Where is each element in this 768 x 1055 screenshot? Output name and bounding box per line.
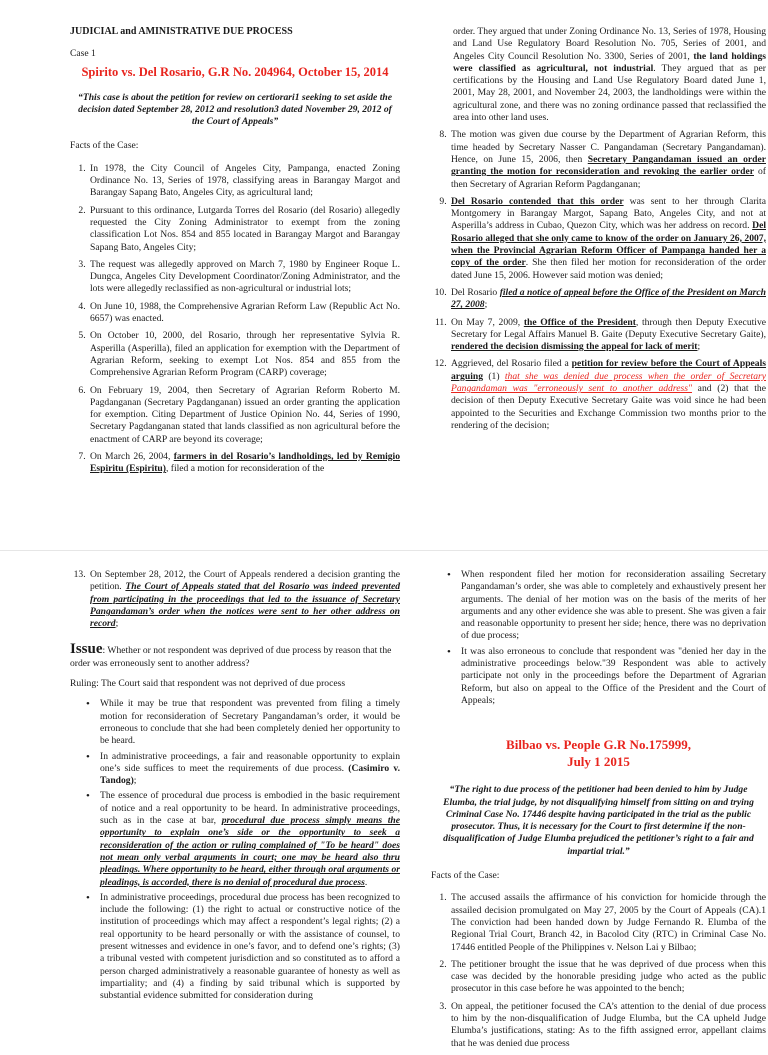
issue-paragraph bbox=[70, 643, 400, 670]
text-run: On September 28, 2012, the Court of Appeals rendered a decision granting the petition. bbox=[90, 569, 400, 593]
text-run: of then Secretary of Agrarian Reform Pagdanganan; bbox=[451, 166, 766, 190]
highlighted-text: that she was denied due process when the order of Secretary Pangandaman was "erroneously sent to another address" bbox=[451, 370, 766, 395]
page2-right-column bbox=[431, 569, 766, 1055]
fact-item: 2. The petitioner brought the issue that he was deprived of due process when this case was decided by the honorable presiding judge who acted as the public prosecutor in this case before he was appointed to the bench; bbox=[449, 959, 766, 996]
underlined-text: procedural due process simply means the opportunity to explain one’s side or the opportunity to seek a reconsideration of the action or ruling complained of "To be heard" does not mean only verbal arguments in court; one may be heard also thru pleadings. Where opportunity to be heard, either through oral arguments or pleadings, is accorded, there is no denial of procedural due process bbox=[100, 815, 401, 888]
fact-item bbox=[88, 451, 400, 476]
fact-item: 2. Pursuant to this ordinance, Lutgarda Torres del Rosario (del Rosario) allegedly requested the City Zoning Administrator to exempt from the zoning classification Lot Nos. 854 and 855 located in Barangay Margot and Barangay Sapang Bato, Angeles City; bbox=[88, 205, 400, 254]
ruling-bullet bbox=[100, 790, 400, 888]
underlined-text: filed a notice of appeal before the Office of the President on March 27, 2008 bbox=[451, 286, 766, 311]
text-run: ; bbox=[133, 775, 137, 787]
underlined-text: rendered the decision dismissing the appeal for lack of merit bbox=[451, 341, 698, 353]
fact-item bbox=[449, 317, 766, 354]
ruling-bullet: • It was also erroneous to conclude that respondent was "denied her day in the administrative proceedings below."39 Respondent was able to actively participate not only in the proceedings before the Department of Agrarian Reform, but also on appeal to the Office of the President and the Court of Appeals; bbox=[461, 646, 766, 707]
facts-heading: Facts of the Case: bbox=[70, 140, 139, 152]
ruling-bullet bbox=[100, 751, 400, 788]
facts-list-continued bbox=[431, 26, 766, 124]
bold-text: (Casimiro v. Tandog) bbox=[100, 762, 401, 787]
page1-left-column bbox=[70, 26, 400, 481]
case2-facts-list bbox=[431, 892, 766, 1050]
underlined-text: the Office of the President bbox=[523, 316, 636, 328]
text-run: . She then filed her motion for reconsideration of the order dated June 15, 2006. However said motion was denied; bbox=[451, 257, 766, 281]
text-run: (1) bbox=[483, 370, 505, 382]
ruling-text: Ruling: The Court said that respondent was not deprived of due process bbox=[70, 678, 346, 690]
page2-left-column bbox=[70, 569, 400, 1006]
case-label: Case 1 bbox=[70, 48, 96, 60]
fact-item: 3. On appeal, the petitioner focused the CA’s attention to the denial of due process to him by the non-disqualification of Judge Elumba, but the CA upheld Judge Elumba’s justifications, stating: As to the fifth assigned error, appellant claims that he was denied due process bbox=[449, 1001, 766, 1050]
case2-title-line1: Bilbao vs. People G.R No.175999, bbox=[506, 737, 691, 753]
fact-item: 1. The accused assails the affirmance of his conviction for homicide through the assailed decision promulgated on May 27, 2005 by the Court of Appeals (CA).1 The conviction had been handed down by Judge Fernando R. Elumba of the Regional Trial Court, Branch 42, in Bacolod City (RTC) in Criminal Case No. 17446 entitled People of the Philippines v. Nelson Lai y Bilbao; bbox=[449, 892, 766, 953]
facts-list bbox=[70, 163, 400, 476]
fact-item-continued bbox=[451, 26, 766, 124]
text-run: . They argued that as per certifications by the Housing and Land Use Regulatory Board dated June 1, 2001, May 28, 2001, and November 24, 2003, the landholdings were within the agricultural zone, and there was no zoning ordinance passed that reclassified the area into other land uses. bbox=[453, 62, 766, 124]
issue-text: : Whether or not respondent was deprived of due process by reason that the order was erroneously sent to another address? bbox=[70, 645, 392, 669]
fact-item bbox=[449, 196, 766, 282]
text-run: In administrative proceedings, a fair and reasonable opportunity to explain one’s side suffices to meet the requirements of due process. bbox=[100, 750, 400, 774]
text-run: was sent to her through Clarita Montgomery in Barangay Margot, Sapang Bato, Angeles City, and not at Asperilla’s address in Cubao, Quezon City, which was her address on record. bbox=[451, 195, 766, 232]
case2-facts-heading: Facts of the Case: bbox=[431, 870, 500, 882]
document-page-2 bbox=[0, 550, 768, 1049]
text-run: . bbox=[364, 876, 368, 888]
fact-item bbox=[449, 358, 766, 432]
underlined-text: petition for review before the Court of Appeals arguing bbox=[451, 358, 766, 382]
text-run: Aggrieved, del Rosario filed a bbox=[451, 358, 572, 370]
facts-list-page2 bbox=[70, 569, 400, 630]
case-quote: “This case is about the petition for review on certiorari1 seeking to set aside the decision dated September 28, 2012 and resolution3 dated November 29, 2012 of the Court of Appeals” bbox=[78, 91, 392, 128]
text-run: ; bbox=[697, 341, 701, 353]
case-title: Spirito vs. Del Rosario, G.R No. 204964, October 15, 2014 bbox=[81, 64, 389, 79]
text-run: , through then Deputy Executive Secretary for Legal Affairs Manuel B. Gaite (Deputy Executive Secretary Gaite), bbox=[451, 316, 766, 340]
text-run: The essence of procedural due process is embodied in the basic requirement of notice and a real opportunity to be heard. In administrative proceedings, such as in the case at bar, bbox=[100, 790, 400, 827]
text-run: On May 7, 2009, bbox=[451, 316, 524, 328]
ruling-bullet: • When respondent filed her motion for reconsideration assailing Secretary Pangandaman’s order, she was able to completely and exhaustively present her arguments. The denial of her motion was on the basis of the merits of her arguments and any other evidence she was able to present. She was given a fair and reasonable opportunity to present her side; hence, there was no deprivation of due process; bbox=[461, 569, 766, 643]
ruling-bullets bbox=[70, 698, 400, 1002]
issue-heading: Issue bbox=[70, 641, 103, 658]
case2-quote: “The right to due process of the petitioner had been denied to him by Judge Elumba, the trial judge, by not disqualifying himself from sitting on and trying Criminal Case No. 17446 despite having participated in the trial as the public prosecutor. Thus, it is necessary for the Court to first determine if the non-disqualification of Judge Elumba prejudiced the petitioner’s right to a fair and impartial trial.” bbox=[443, 784, 754, 857]
fact-item: 4. On June 10, 1988, the Comprehensive Agrarian Reform Law (Republic Act No. 6657) was enacted. bbox=[88, 301, 400, 326]
fact-item: 1. In 1978, the City Council of Angeles City, Pampanga, enacted Zoning Ordinance No. 13, Series of 1978, classifying areas in Barangay Margot and Barangay Sapang Bato, Angeles City, as agricultural land; bbox=[88, 163, 400, 200]
underlined-text: Del Rosario contended that this order bbox=[451, 195, 624, 207]
text-run: ; bbox=[115, 618, 119, 630]
fact-item: 5. On October 10, 2000, del Rosario, through her representative Sylvia R. Asperilla (Asperilla), filed an application for exemption with the Department of Agrarian Reform, seeking to exempt Lot Nos. 854 and 855 from the Comprehensive Agrarian Reform Program (CARP) coverage; bbox=[88, 330, 400, 379]
fact-item bbox=[449, 129, 766, 190]
text-run: order. They argued that under Zoning Ordinance No. 13, Series of 1978, Housing and Land Use Regulatory Board Resolution No. 705, Series of 2001, and Angeles City Council Resolution No. 3300, Series of 2001, bbox=[453, 26, 766, 62]
case2-title bbox=[431, 736, 766, 770]
text-run: The motion was given due course by the Department of Agrarian Reform, this time headed by Secretary Nasser C. Pangandaman (Secretary Pangandaman). Hence, on June 15, 2006, then bbox=[451, 129, 766, 165]
case2-title-line2: July 1 2015 bbox=[567, 754, 630, 770]
underlined-text: Del Rosario alleged that she only came to know of the order on January 26, 2007, when the Provincial Agrarian Reform Officer of Pampanga handed her a copy of the order bbox=[451, 220, 766, 269]
text-run: On March 26, 2004, bbox=[90, 451, 174, 463]
ruling-bullet: • In administrative proceedings, procedural due process has been recognized to include the following: (1) the right to actual or constructive notice of the institution of proceedings which may affect a respondent’s legal rights; (2) a real opportunity to be heard personally or with the assistance of counsel, to present witnesses and evidence in one’s favor, and to defend one’s rights; (3) a tribunal vested with competent jurisdiction and so constituted as to afford a person charged administratively a reasonable guarantee of honesty as well as impartiality; and (4) a finding by said tribunal which is supported by substantial evidence submitted for consideration during bbox=[100, 892, 400, 1003]
underlined-text: farmers in del Rosario’s landholdings, led by Remigio Espiritu (Espiritu) bbox=[90, 451, 401, 475]
text-run: ; bbox=[484, 299, 488, 311]
text-run: and (2) that the decision of then Deputy Executive Secretary Gaite was void since he had been appointed to the Securities and Exchange Commission two months prior to the rendering of the decision; bbox=[451, 383, 766, 431]
fact-item: 3. The request was allegedly approved on March 7, 1980 by Engineer Roque L. Dungca, Angeles City Development Coordinator/Zoning Administrator, and the lots were allegedly reclassified as non-agricultural or industrial lots; bbox=[88, 259, 400, 296]
page1-right-column bbox=[431, 26, 766, 437]
text-run: Del Rosario bbox=[451, 286, 500, 298]
ruling-bullets-continued bbox=[431, 569, 766, 707]
bold-text: the land holdings were classified as agricultural, not industrial bbox=[453, 50, 766, 74]
fact-item: 6. On February 19, 2004, then Secretary of Agrarian Reform Roberto M. Pagdanganan (Secretary Pagdanganan) issued an order granting the application for exemption. Citing Department of Justice Opinion No. 44, Series of 1990, Secretary Pagdanganan stated that lands classified as non agricultural before the enactment of CARP are beyond its coverage; bbox=[88, 385, 400, 446]
text-run: , filed a motion for reconsideration of the bbox=[165, 463, 325, 475]
fact-item bbox=[449, 287, 766, 312]
underlined-text: The Court of Appeals stated that del Rosario was indeed prevented from participating in the proceedings that led to the issuance of Secretary Pangandaman’s order when the notices were sent to her other address on record bbox=[90, 581, 401, 630]
document-title: JUDICIAL and AMINISTRATIVE DUE PROCESS bbox=[70, 26, 293, 37]
underlined-text: Secretary Pangandaman issued an order granting the motion for reconsideration and revoking the earlier order bbox=[451, 153, 766, 178]
fact-item bbox=[88, 569, 400, 630]
ruling-bullet: • While it may be true that respondent was prevented from filing a timely motion for reconsideration of Secretary Pangandaman’s order, it would be erroneous to conclude that she had been completely denied her opportunity to be heard. bbox=[100, 698, 400, 747]
facts-list-right bbox=[431, 129, 766, 432]
